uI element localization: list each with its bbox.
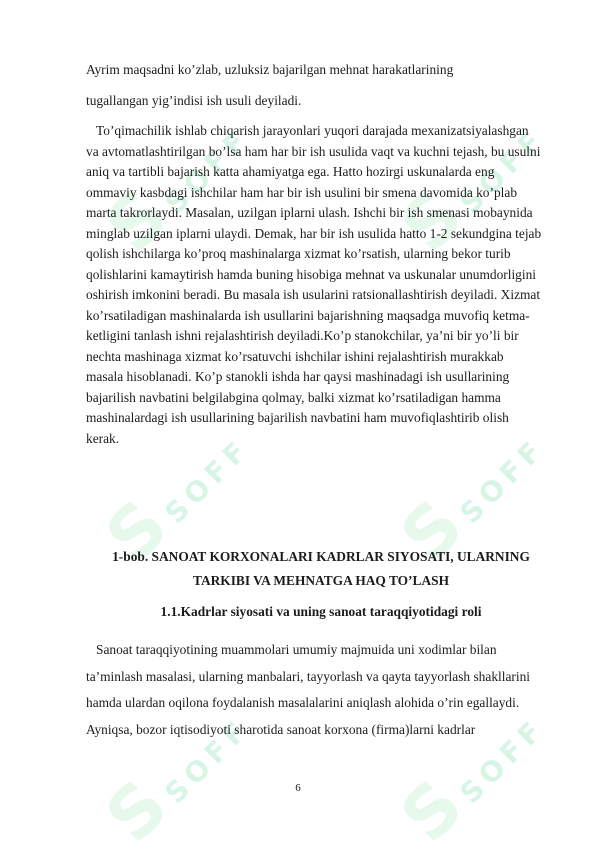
body-line: ommaviy kasbdagi ishchilar ham har bir ish usulini bir smena davomida ko’plab [86,184,518,200]
watermark-text: SOFF [453,711,553,810]
body-line: bajarilish navbatini belgilabgina qolmay, balki xizmat ko’rsatiladigan hamma [86,389,501,405]
body-line: masala hisoblanadi. Ko’p stanokli ishda har qaysi mashinadagi ish usullarining [86,369,510,384]
watermark-logo-icon: S [385,762,481,858]
section-heading: 1.1.Kadrlar siyosati va uning sanoat taraqqiyotidagi roli [160,604,482,619]
watermark-text: SOFF [453,121,553,220]
body-line: ko’rsatiladigan mashinalarda ish usullarini bajarishning maqsadga muvofiq ketma- [86,307,530,323]
body-line: ketligini tanlash ishni rejalashtirish deyiladi.Ko’p stanokchilar, ya’ni bir yo’li bir [86,328,519,343]
watermark-text: SOFF [158,711,258,810]
section-line: ta’minlash masalasi, ularning manbalari, tayyorlash va qayta tayyorlash shakllarini [86,668,530,684]
watermark-text: SOFF [453,431,553,530]
watermark-logo-icon: S [385,482,481,578]
watermark-text: SOFF [158,121,258,220]
watermark-logo-icon: S [385,172,481,268]
chapter-heading [86,545,556,593]
body-line: marta takrorlaydi. Masalan, uzilgan iplarni ulash. Ishchi bir ish smenasi mobaynida [86,205,533,220]
section-line: Ayniqsa, bozor iqtisodiyoti sharotida sanoat korxona (firma)larni kadrlar [86,721,476,737]
chapter-heading-line: TARKIBI VA MEHNATGA HAQ TO’LASH [193,573,449,588]
body-line: qolishlarini kamaytirish hamda buning hisobiga mehnat va uskunalar unumdorligini [86,266,536,282]
body-line: minglab uzilgan iplarni ulaydi. Demak, har bir ish usulida hatto 1-2 sekundgina tejab [86,225,542,241]
intro-paragraph [86,54,556,116]
watermark-logo-icon: S [90,172,186,268]
body-line: aniq va tartibli bajarish katta ahamiyatga ega. Hatto hozirgi uskunalarda eng [86,164,495,179]
section-line: Sanoat taraqqiyotining muammolari umumiy majmuida uni xodimlar bilan [96,642,497,657]
section-paragraph [86,637,556,743]
watermark-logo-icon: S [90,762,186,858]
body-line: oshirish imkonini beradi. Bu masala ish usularini ratsionallashtirish deyiladi. Xizmat [86,287,541,302]
intro-line: Ayrim maqsadni ko’zlab, uzluksiz bajarilgan mehnat harakatlarining [86,62,454,77]
page-number: 6 [295,782,301,794]
section-line: hamda ulardan oqilona foydalanish masalalarini aniqlash alohida o’rin egallaydi. [86,695,520,710]
body-line: nechta mashinaga xizmat ko’rsatuvchi ishchilar ishini rejalashtirish murakkab [86,348,504,364]
body-line: qolish ishchilarga ko’proq mashinalarga xizmat ko’rsatish, ularning bekor turib [86,246,511,261]
watermark-logo-icon: S [90,482,186,578]
watermark-text: SOFF [158,431,258,530]
intro-line: tugallangan yig’indisi ish usuli deyiladi. [86,93,302,108]
chapter-heading-line: 1-bob. SANOAT KORXONALARI KADRLAR SIYOSATI, ULARNING [112,549,530,564]
body-line: mashinalardagi ish usullarining bajarilish navbatini ham muvofiqlashtirib olish [86,410,509,425]
body-line: va avtomatlashtirilgan bo’lsa ham har bir ish usulida vaqt va kuchni tejash, bu usulni [86,143,541,159]
body-line: To’qimachilik ishlab chiqarish jarayonlari yuqori darajada mexanizatsiyalashgan [96,123,529,138]
body-paragraph [86,121,556,449]
body-line: kerak. [86,430,120,446]
